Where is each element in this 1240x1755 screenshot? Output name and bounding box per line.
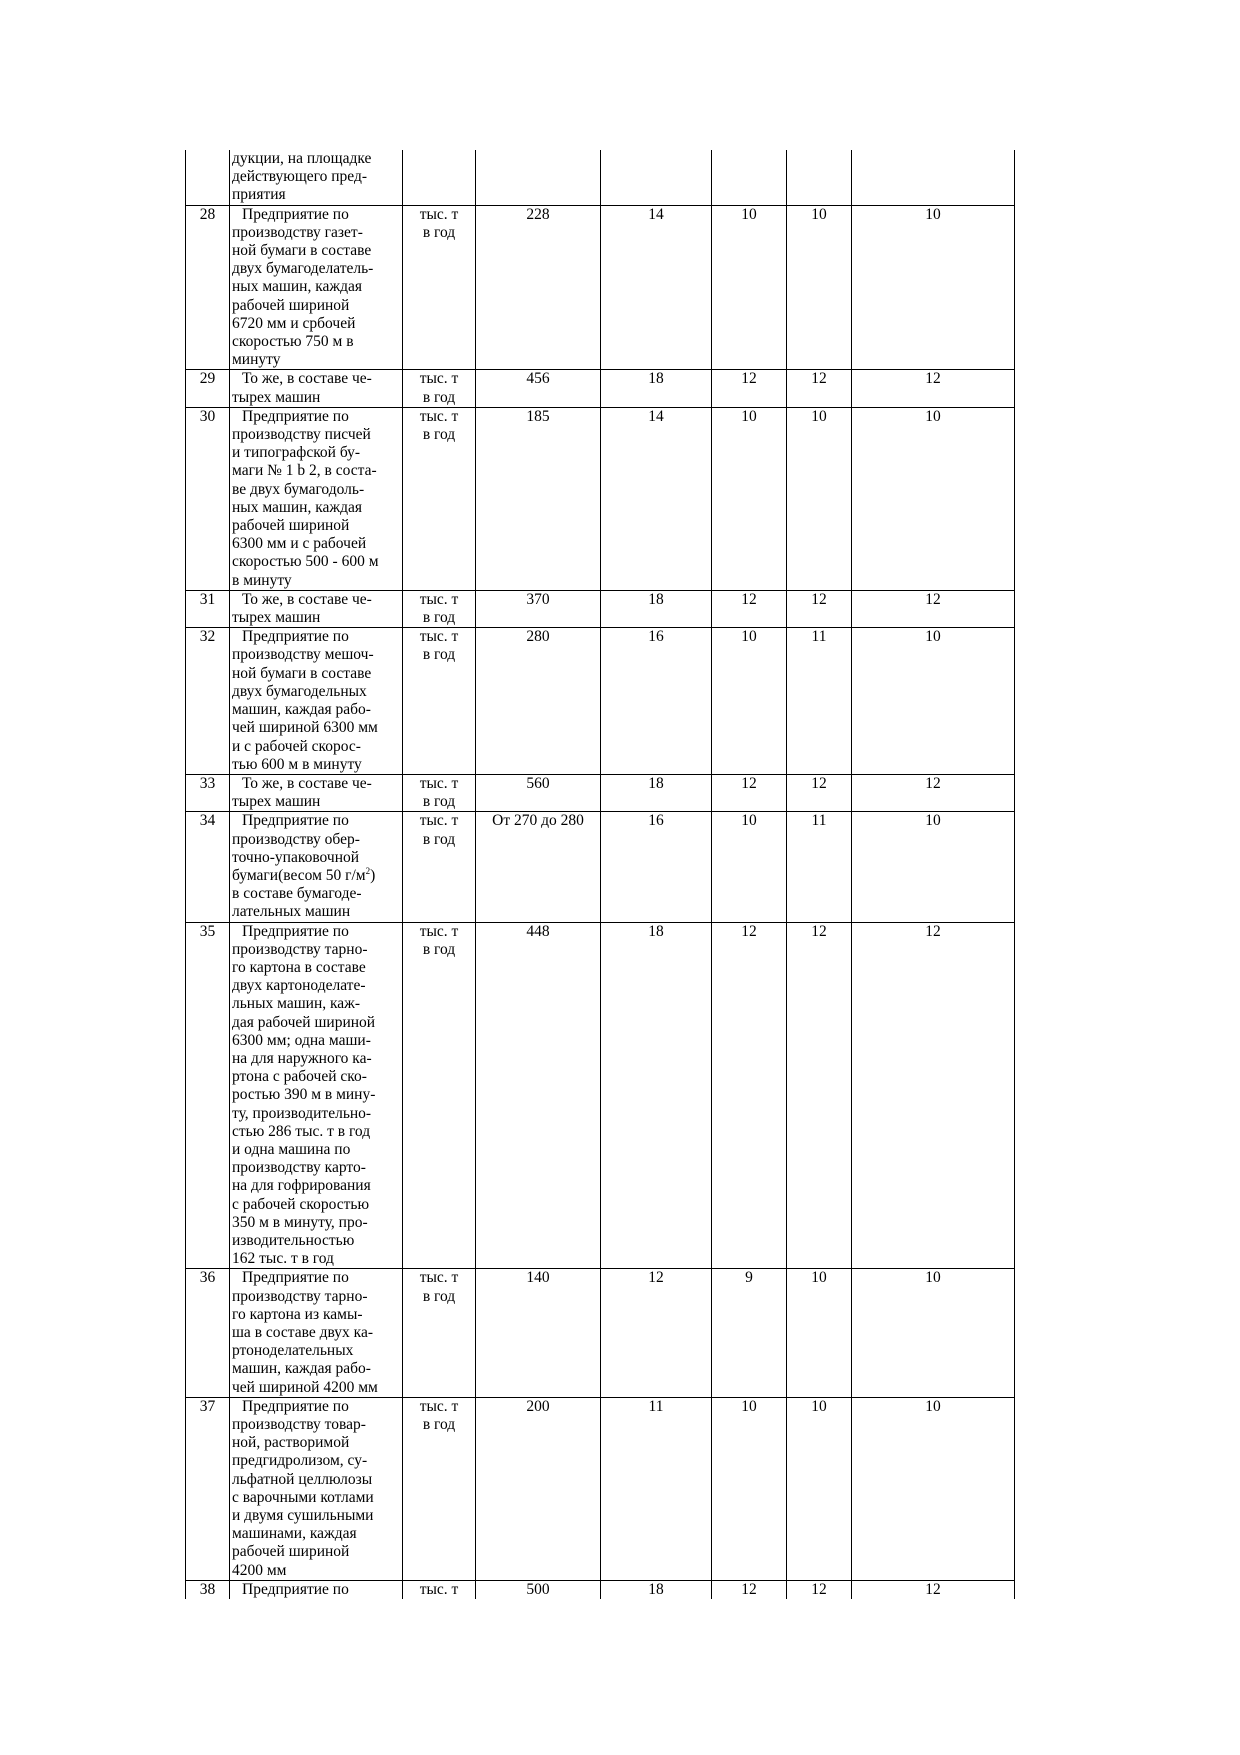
unit-cell [403,205,476,370]
description-cell-line: Предприятие по [242,407,349,425]
unit-cell-line: в год [422,1287,456,1305]
description-cell-line: ту, производительно- [232,1104,372,1122]
description-cell-line: производству газет- [232,223,363,241]
description-cell-line: 162 тыс. т в год [232,1250,334,1268]
description-cell-line: и двумя сушильными [232,1507,374,1525]
description-cell-line: дукции, на площадке [232,150,372,167]
description-cell [230,150,403,205]
row-number: 30 [186,407,230,590]
value-cell-4: 16 [601,812,712,922]
table-row [186,922,1015,1269]
description-cell [230,922,403,1269]
value-cell-7: 10 [852,628,1015,775]
value-cell-6: 11 [787,812,852,922]
description-cell-line: в составе бумагоде- [232,885,362,903]
description-cell-line: бумаги(весом 50 $г/м^2$) [232,865,376,884]
unit-cell [403,370,476,407]
description-cell-line: 350 м в минуту, про- [232,1213,368,1231]
description-cell-line: с варочными котлами [232,1488,374,1506]
unit-cell-line: в год [422,1416,456,1434]
capacity-cell: 448 [476,922,601,1269]
description-cell-line: чей шириной 4200 мм [232,1378,378,1396]
table-row [186,812,1015,922]
row-number: 37 [186,1397,230,1580]
description-cell-line: льных машин, каж- [232,995,361,1013]
description-cell-line: машин, каждая рабо- [232,701,371,719]
value-cell-4: 18 [601,922,712,1269]
capacity-cell: От 270 до 280 [476,812,601,922]
description-cell-line: 6720 мм и србочей [232,314,356,332]
unit-cell-line: тыс. т [419,407,459,425]
value-cell-7: 12 [852,370,1015,407]
description-cell-line: изводительностью [232,1231,355,1249]
value-cell-7: 10 [852,812,1015,922]
unit-cell-line: тыс. т [419,370,459,388]
unit-cell-line: в год [422,388,456,406]
description-cell-line: Предприятие по [242,922,349,940]
description-cell-line: производству обер- [232,830,360,848]
unit-cell-line: в год [422,223,456,241]
description-cell-line: ростью 390 м в мину- [232,1086,376,1104]
description-cell-line: минуту [232,351,281,369]
value-cell-6: 12 [787,590,852,627]
unit-cell-line: тыс. т [419,1269,459,1287]
unit-cell-line: тыс. т [419,205,459,223]
description-cell-line: дая рабочей шириной [232,1013,376,1031]
unit-cell [403,1269,476,1397]
value-cell-4: 18 [601,774,712,811]
value-cell-4: 14 [601,205,712,370]
value-cell-5: 10 [712,1397,787,1580]
description-cell-line: производству тарно- [232,1287,368,1305]
description-cell-line: рабочей шириной [232,517,350,535]
value-cell-7 [852,150,1015,205]
description-cell-line: стью 286 тыс. т в год [232,1122,371,1140]
value-cell-4: 14 [601,407,712,590]
description-cell-line: двух бумагоделатель- [232,260,374,278]
unit-cell [403,812,476,922]
description-cell-line: производству мешоч- [232,646,374,664]
row-number: 31 [186,590,230,627]
description-cell-line: го картона в составе [232,958,366,976]
description-cell-line: То же, в составе че- [242,370,372,388]
value-cell-5 [712,150,787,205]
description-cell-line: Предприятие по [242,1397,349,1415]
value-cell-5: 10 [712,628,787,775]
row-number: 33 [186,774,230,811]
capacity-cell: 140 [476,1269,601,1397]
description-cell-line: двух картоноделате- [232,977,366,995]
value-cell-7: 12 [852,590,1015,627]
capacity-cell: 500 [476,1580,601,1599]
value-cell-4: 11 [601,1397,712,1580]
value-cell-5: 10 [712,407,787,590]
value-cell-5: 12 [712,370,787,407]
description-cell-line: двух бумагодельных [232,682,367,700]
description-cell-line: и одна машина по [232,1140,351,1158]
unit-cell [403,150,476,205]
table-row [186,628,1015,775]
capacity-cell: 228 [476,205,601,370]
table-row [186,1269,1015,1397]
value-cell-7: 12 [852,1580,1015,1599]
value-cell-6 [787,150,852,205]
value-cell-6: 12 [787,922,852,1269]
description-cell-line: скоростью 500 - 600 м [232,553,379,571]
value-cell-5: 9 [712,1269,787,1397]
description-cell-line: Предприятие по [242,1269,349,1287]
value-cell-5: 12 [712,922,787,1269]
description-cell-line: льфатной целлюлозы [232,1470,373,1488]
description-cell [230,1397,403,1580]
description-cell [230,407,403,590]
description-cell-line: чей шириной 6300 мм [232,719,378,737]
unit-cell-line: в год [422,609,456,627]
description-cell-line: скоростью 750 м в [232,333,354,351]
capacity-cell: 280 [476,628,601,775]
unit-cell [403,1397,476,1580]
row-number: 36 [186,1269,230,1397]
value-cell-6: 10 [787,1269,852,1397]
description-cell-line: точно-упаковочной [232,848,360,866]
row-number: 34 [186,812,230,922]
row-number: 35 [186,922,230,1269]
capacity-cell: 185 [476,407,601,590]
description-cell-line: рабочей шириной [232,296,350,314]
description-cell-line: То же, в составе че- [242,774,372,792]
capacity-cell [476,150,601,205]
table-row [186,590,1015,627]
description-cell-line: ной, растворимой [232,1434,350,1452]
description-cell-line: маги № 1 b 2, в соста- [232,462,377,480]
description-cell-line: производству писчей [232,426,371,444]
description-cell [230,205,403,370]
description-cell-line: 6300 мм и с рабочей [232,535,367,553]
description-cell-line: тырех машин [232,793,321,811]
capacity-cell: 560 [476,774,601,811]
value-cell-5: 10 [712,812,787,922]
capacity-cell: 200 [476,1397,601,1580]
unit-cell-line: тыс. т [419,922,459,940]
table-row [186,407,1015,590]
value-cell-4: 18 [601,370,712,407]
description-cell-line: и с рабочей скорос- [232,737,361,755]
value-cell-7: 12 [852,922,1015,1269]
table-body [186,150,1015,1599]
row-number: 38 [186,1580,230,1599]
description-cell-line: лательных машин [232,903,351,921]
unit-cell-line: тыс. т [419,1580,459,1598]
unit-cell [403,922,476,1269]
description-cell-line: действующего пред- [232,168,368,186]
unit-cell-line: тыс. т [419,774,459,792]
unit-cell-line: в год [422,793,456,811]
unit-cell-line: тыс. т [419,812,459,830]
description-cell-line: го картона из камы- [232,1305,363,1323]
table-row [186,205,1015,370]
unit-cell-line: тыс. т [419,628,459,646]
description-cell-line: ной бумаги в составе [232,664,372,682]
description-cell-line: машинами, каждая [232,1525,357,1543]
value-cell-7: 10 [852,1397,1015,1580]
description-cell-line: тырех машин [232,388,321,406]
value-cell-6: 11 [787,628,852,775]
value-cell-7: 10 [852,1269,1015,1397]
value-cell-6: 10 [787,1397,852,1580]
unit-cell-line: в год [422,940,456,958]
unit-cell-line: в год [422,830,456,848]
description-cell-line: с рабочей скоростью [232,1195,370,1213]
value-cell-6: 10 [787,407,852,590]
row-number: 29 [186,370,230,407]
description-cell-line: ве двух бумагодоль- [232,480,365,498]
description-cell-line: производству тарно- [232,940,368,958]
unit-cell [403,774,476,811]
description-cell-line: производству карто- [232,1159,366,1177]
description-cell-line: и типографской бу- [232,444,361,462]
superscript: 2 [365,865,371,876]
description-cell-line: в минуту [232,571,292,589]
table-row [186,1580,1015,1599]
description-cell-line: на для наружного ка- [232,1049,372,1067]
description-cell-line: ртоноделательных [232,1342,354,1360]
value-cell-5: 12 [712,774,787,811]
description-cell [230,1269,403,1397]
description-cell-line: рабочей шириной [232,1543,350,1561]
description-cell-line: производству товар- [232,1416,366,1434]
value-cell-7: 10 [852,205,1015,370]
description-cell-line: ртона с рабочей ско- [232,1068,367,1086]
row-number [186,150,230,205]
unit-cell [403,628,476,775]
capacity-cell: 456 [476,370,601,407]
table-row [186,1397,1015,1580]
unit-cell-line: тыс. т [419,1397,459,1415]
description-cell-line: ных машин, каждая [232,498,362,516]
row-number: 28 [186,205,230,370]
value-cell-5: 12 [712,590,787,627]
value-cell-6: 12 [787,774,852,811]
description-cell-line: Предприятие по [242,628,349,646]
value-cell-5: 10 [712,205,787,370]
description-cell-line: машин, каждая рабо- [232,1360,371,1378]
description-cell-line: предгидролизом, су- [232,1452,368,1470]
unit-cell [403,1580,476,1599]
description-cell-line: ша в составе двух ка- [232,1324,373,1341]
description-cell-line: тью 600 м в минуту [232,755,362,773]
unit-cell [403,407,476,590]
description-cell [230,812,403,922]
description-cell [230,1580,403,1599]
value-cell-5: 12 [712,1580,787,1599]
description-cell [230,628,403,775]
description-cell [230,590,403,627]
norms-table [185,150,1015,1599]
unit-cell-line: в год [422,646,456,664]
description-cell [230,370,403,407]
value-cell-4: 18 [601,590,712,627]
description-cell-line: на для гофрирования [232,1177,371,1195]
table-row [186,774,1015,811]
description-cell-line: ной бумаги в составе [232,242,372,260]
table-row [186,370,1015,407]
unit-cell-line: в год [422,426,456,444]
description-cell-line: Предприятие по [242,812,349,830]
value-cell-4 [601,150,712,205]
description-cell [230,774,403,811]
value-cell-7: 12 [852,774,1015,811]
value-cell-6: 12 [787,370,852,407]
capacity-cell: 370 [476,590,601,627]
value-cell-6: 12 [787,1580,852,1599]
table-row [186,150,1015,205]
description-cell-line: Предприятие по [242,205,349,223]
description-cell-line: 4200 мм [232,1561,287,1579]
unit-cell [403,590,476,627]
value-cell-4: 12 [601,1269,712,1397]
description-cell-line: приятия [232,186,286,204]
unit-cell-line: тыс. т [419,590,459,608]
description-cell-line: Предприятие по [242,1580,349,1598]
description-cell-line: То же, в составе че- [242,590,372,608]
value-cell-7: 10 [852,407,1015,590]
description-cell-line: 6300 мм; одна маши- [232,1031,371,1049]
description-cell-line: тырех машин [232,609,321,627]
value-cell-6: 10 [787,205,852,370]
row-number: 32 [186,628,230,775]
value-cell-4: 18 [601,1580,712,1599]
value-cell-4: 16 [601,628,712,775]
description-cell-line: ных машин, каждая [232,278,362,296]
